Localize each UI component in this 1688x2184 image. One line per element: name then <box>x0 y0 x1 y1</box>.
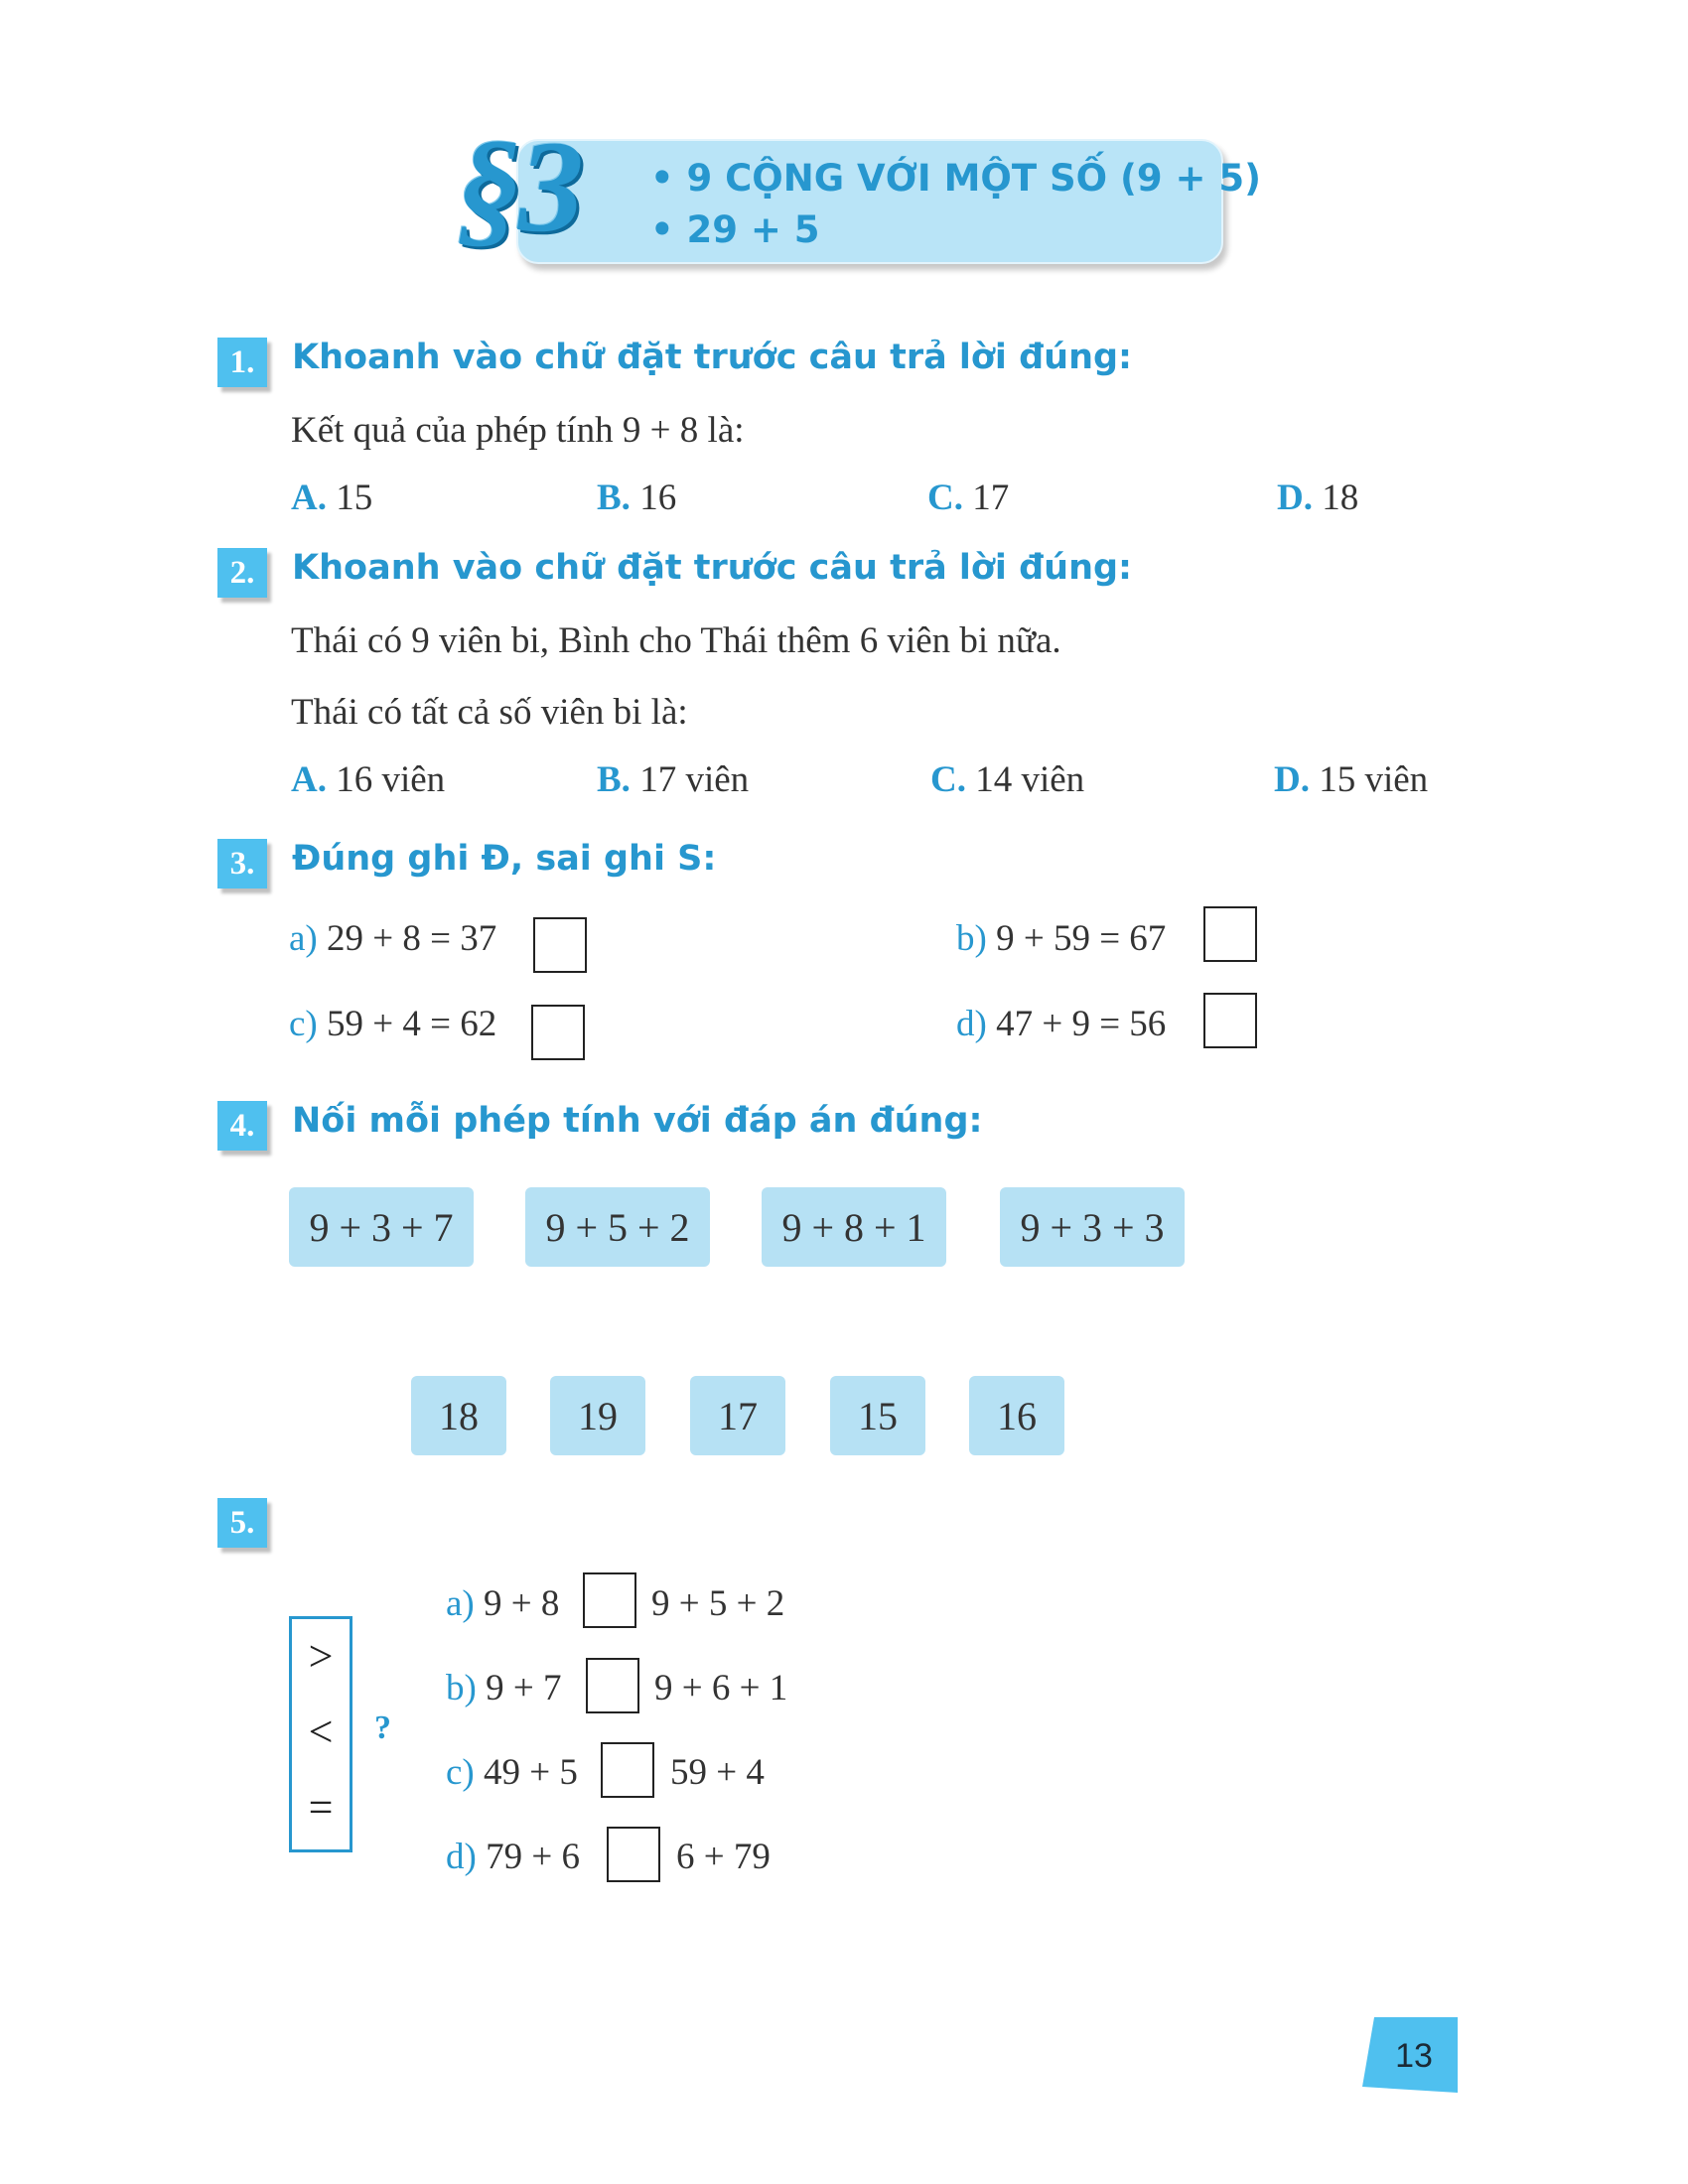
page-number: 13 <box>1395 2037 1433 2075</box>
page-number-tab <box>1362 2017 1458 2093</box>
q5-item-c-left: c) 49 + 5 <box>446 1752 578 1793</box>
q2-option-c[interactable]: C. 14 viên <box>930 759 1085 800</box>
question-1-title: Khoanh vào chữ đặt trước câu trả lời đúng: <box>292 338 1133 377</box>
question-5-badge: 5. <box>217 1498 267 1548</box>
q5-answer-box-d[interactable] <box>607 1827 660 1882</box>
q1-option-b[interactable]: B. 16 <box>597 478 677 518</box>
q4-expression-4[interactable]: 9 + 3 + 3 <box>1000 1187 1185 1267</box>
q3-item-b: b) 9 + 59 = 67 <box>956 918 1167 959</box>
less-than-symbol: < <box>308 1707 334 1756</box>
q4-expression-2[interactable]: 9 + 5 + 2 <box>525 1187 710 1267</box>
question-3-title: Đúng ghi Đ, sai ghi S: <box>292 839 717 879</box>
q3-answer-box-a[interactable] <box>533 917 587 973</box>
greater-than-symbol: > <box>308 1632 334 1681</box>
q1-option-a[interactable]: A. 15 <box>291 478 373 518</box>
q4-answer-1[interactable]: 18 <box>411 1376 506 1455</box>
question-2-prompt-2: Thái có tất cả số viên bi là: <box>291 692 688 733</box>
header-title-line-2: • 29 + 5 <box>650 208 820 251</box>
equals-symbol: = <box>308 1783 334 1832</box>
q2-option-d[interactable]: D. 15 viên <box>1274 759 1429 800</box>
q1-option-c[interactable]: C. 17 <box>927 478 1010 518</box>
question-4-badge: 4. <box>217 1101 267 1151</box>
question-3-badge: 3. <box>217 839 267 888</box>
q4-answer-4[interactable]: 15 <box>830 1376 925 1455</box>
comparison-symbols-frame <box>289 1616 352 1852</box>
q5-answer-box-b[interactable] <box>586 1658 639 1713</box>
question-2-prompt-1: Thái có 9 viên bi, Bình cho Thái thêm 6 viên bi nữa. <box>291 620 1061 661</box>
header-title-line-1: • 9 CỘNG VỚI MỘT SỐ (9 + 5) <box>650 157 1262 200</box>
question-2-title: Khoanh vào chữ đặt trước câu trả lời đúng: <box>292 548 1133 588</box>
section-symbol: §3 <box>457 113 580 259</box>
q1-option-d[interactable]: D. 18 <box>1277 478 1359 518</box>
q3-item-a: a) 29 + 8 = 37 <box>289 918 497 959</box>
q4-answer-3[interactable]: 17 <box>690 1376 785 1455</box>
question-1-badge: 1. <box>217 338 267 387</box>
q3-answer-box-d[interactable] <box>1203 993 1257 1048</box>
q4-answer-5[interactable]: 16 <box>969 1376 1064 1455</box>
q3-item-c: c) 59 + 4 = 62 <box>289 1004 497 1044</box>
q5-answer-box-c[interactable] <box>601 1742 654 1798</box>
q5-item-a-right: 9 + 5 + 2 <box>651 1583 785 1624</box>
q3-answer-box-c[interactable] <box>531 1005 585 1060</box>
question-1-prompt: Kết quả của phép tính 9 + 8 là: <box>291 410 745 451</box>
q5-item-b-left: b) 9 + 7 <box>446 1668 562 1708</box>
q3-answer-box-b[interactable] <box>1203 906 1257 962</box>
q2-option-a[interactable]: A. 16 viên <box>291 759 446 800</box>
q5-item-d-left: d) 79 + 6 <box>446 1837 580 1877</box>
q5-item-c-right: 59 + 4 <box>670 1752 765 1793</box>
q5-item-b-right: 9 + 6 + 1 <box>654 1668 788 1708</box>
q5-item-a-left: a) 9 + 8 <box>446 1583 560 1624</box>
q3-item-d: d) 47 + 9 = 56 <box>956 1004 1167 1044</box>
q4-expression-1[interactable]: 9 + 3 + 7 <box>289 1187 474 1267</box>
q2-option-b[interactable]: B. 17 viên <box>597 759 750 800</box>
q4-answer-2[interactable]: 19 <box>550 1376 645 1455</box>
question-4-title: Nối mỗi phép tính với đáp án đúng: <box>292 1101 983 1141</box>
question-2-badge: 2. <box>217 548 267 598</box>
q5-item-d-right: 6 + 79 <box>676 1837 771 1877</box>
question-mark: ? <box>374 1709 391 1746</box>
q4-expression-3[interactable]: 9 + 8 + 1 <box>762 1187 946 1267</box>
q5-answer-box-a[interactable] <box>583 1572 636 1628</box>
